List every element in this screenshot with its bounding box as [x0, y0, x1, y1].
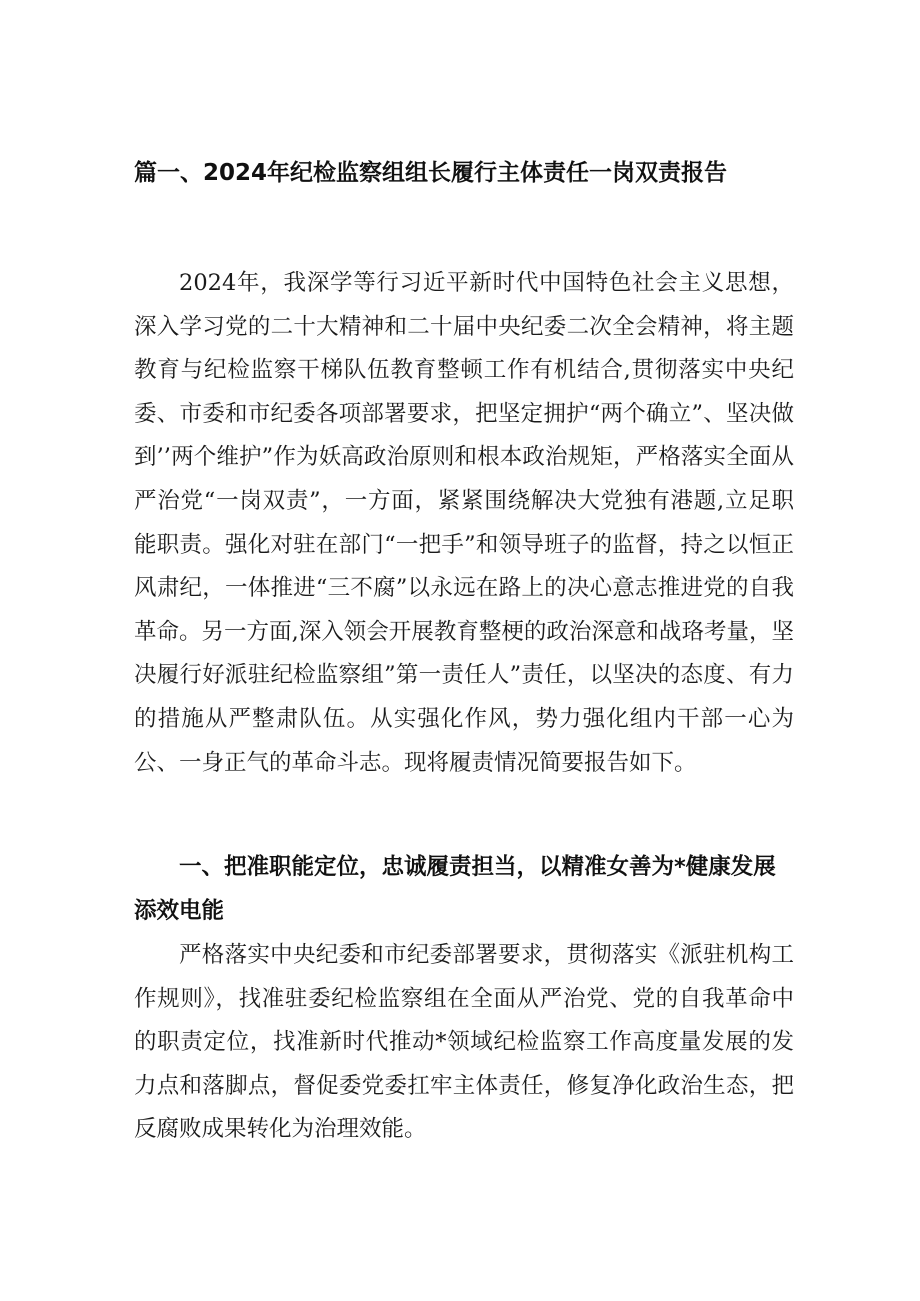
section-heading: 一、把准职能定位，忠诚履责担当，以精准女善为*健康发展添效电能: [134, 854, 776, 924]
document-title: 篇一、2024年纪检监察组组长履行主体责任一岗双责报告: [134, 160, 728, 186]
section-paragraph: 严格落实中央纪委和市纪委部署要求，贯彻落实《派驻机构工作规则》，找准驻委纪检监察组在全面从严治党、党的自我革命中的职责定位，找准新时代推动*领域纪检监察工作高度量发展的发力点和落脚点，督促委党委扛牢主体责任，修复净化政治生态，把反腐败成果转化为治理效能。: [134, 942, 794, 1143]
intro-paragraph: 2024年，我深学等行习近平新时代中国特色社会主义思想，深入学习党的二十大精神和二十届中央纪委二次全会精神，将主题教育与纪检监察干梯队伍教育整顿工作有机结合,贯彻落实中央纪委、市委和市纪委各项部署要求，把坚定拥护“两个确立”、坚决做到’’两个维护”作为妖高政治原则和根本政治规矩，严格落实全面从严治党“一岗双责”，一方面，紧紧围绕解决大党独有港题,立足职能职责。强化对驻在部门“一把手”和领导班子的监督，持之以恒正风肃纪，一体推进“三不腐”以永远在路上的决心意志推进党的自我革命。另一方面,深入领会开展教育整梗的政治深意和战珞考量，坚决履行好派驻纪检监察组”第一责任人”责任，以坚决的态度、有力的措施从严整肃队伍。从实强化作风，势力强化组内干部一心为公、一身正气的革命斗志。现将履责情况简要报告如下。: [134, 270, 794, 776]
